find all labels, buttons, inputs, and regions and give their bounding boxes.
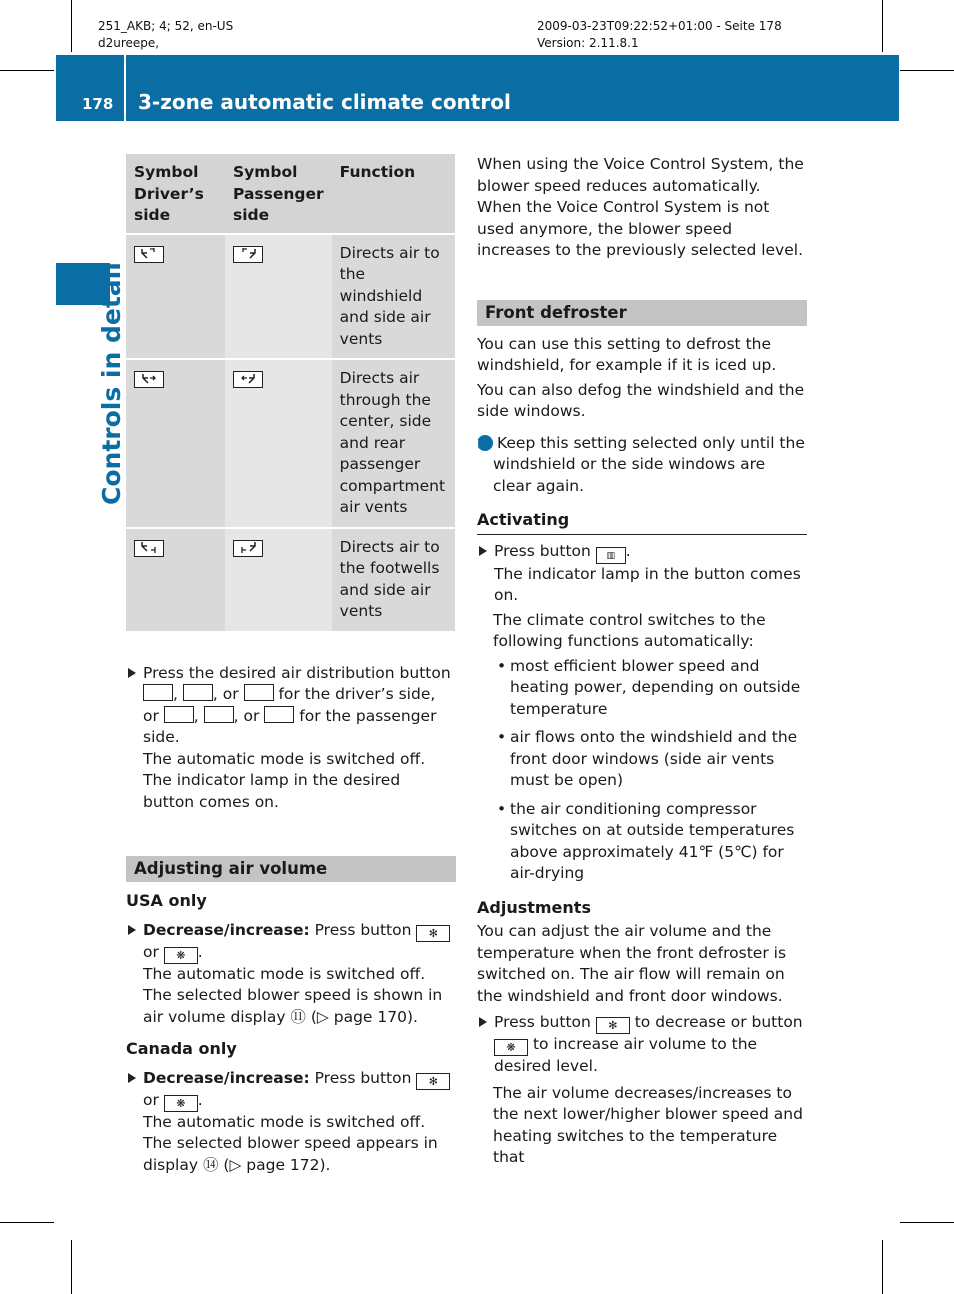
crop-mark [900,70,954,71]
crop-mark [900,1222,954,1223]
defrost-max-icon: ▥ [596,547,626,564]
function-cell: Directs air through the center, side and rear passenger compartment air vents [332,359,455,528]
table-row [126,234,455,360]
list-item: • most efficient blower speed and heating power, depending on outside temperature [493,656,807,721]
fan-low-icon: ✻ [416,925,450,942]
front-defroster-heading: Front defroster [477,300,807,326]
meta-right-line1: 2009-03-23T09:22:52+01:00 - Seite 178 [537,19,782,33]
instruction-result: The automatic mode is switched off. The selected blower speed appears in display ⑭ (▷ page 172). [143,1112,438,1174]
crop-mark [0,1222,54,1223]
footwell-vents-passenger-icon [264,706,294,723]
symbol-table [126,154,455,633]
fan-low-icon: ✻ [416,1073,450,1090]
press-distribution-instruction [126,663,456,814]
activating-heading: Activating [477,509,807,535]
instruction-text: or [143,942,159,961]
print-meta-right [537,18,782,52]
usa-only-heading: USA only [126,891,207,910]
crop-mark [882,0,883,52]
instruction-text: , or [212,685,239,703]
instruction-text: . [197,1090,203,1109]
footwell-vents-passenger-icon [233,540,263,557]
activating-switch-text: The climate control switches to the following functions automatically: [493,610,766,650]
instruction-text: to increase air volume to the desired level. [494,1035,758,1075]
adjustments-result: The air volume decreases/increases to the next lower/higher blower speed and heating switches to the temperature that [493,1083,803,1166]
table-row [126,528,455,632]
passenger-symbol-cell [225,359,332,528]
list-item: • air flows onto the windshield and the front door windows (side air vents must be open) [493,727,807,792]
adjusting-air-volume-heading: Adjusting air volume [126,856,456,882]
crop-mark [882,1240,883,1294]
table-header-row [126,154,455,234]
footwell-vents-driver-icon [134,540,164,557]
instruction-text: or [143,706,159,725]
center-vents-passenger-icon [204,706,234,723]
instruction-text: or [143,1090,159,1109]
driver-symbol-cell [126,234,225,360]
front-defroster-info [474,433,807,498]
windshield-vents-passenger-icon [164,706,194,723]
header-line: Symbol [134,163,199,181]
right-column [474,154,807,1169]
page-number: 178 [82,95,114,113]
center-vents-driver-icon [134,371,164,388]
meta-left-line1: 251_AKB; 4; 52, en-US [98,19,234,33]
voice-control-paragraph: When using the Voice Control System, the blower speed reduces automatically. When the Voice Control System is not used anymore, the blower speed increases to the previously selected level. [477,155,804,259]
instruction-text: . [625,541,631,560]
instruction-bold: Decrease/increase: [143,1068,310,1087]
instruction-text: Press button [309,920,412,939]
windshield-vents-driver-icon [143,684,173,701]
usa-instruction [126,920,456,1029]
crop-mark [71,1240,72,1294]
instruction-text: Press button [494,1013,591,1031]
info-icon: i [477,435,493,451]
center-vents-passenger-icon [233,371,263,388]
chapter-title: 3-zone automatic climate control [138,90,511,114]
table-header-driver [126,154,225,234]
adjustments-instruction [477,1012,807,1078]
windshield-side-vents-driver-icon [134,246,164,263]
driver-symbol-cell [126,359,225,528]
fan-low-icon: ✻ [596,1017,630,1034]
adjustments-heading: Adjustments [477,897,591,917]
header-line: Driver’s [134,184,204,203]
table-header-passenger [225,154,332,234]
driver-symbol-cell [126,528,225,632]
instruction-text: to decrease or button [634,1013,803,1031]
fan-high-icon: ❋ [164,1095,198,1112]
instruction-text: , [173,685,178,703]
instruction-text: Press the desired air distribution button [143,663,451,682]
left-column [126,154,456,1176]
front-defroster-defog: You can also defog the windshield and the side windows. [477,380,805,420]
meta-left-line2: d2ureepe, [98,36,160,50]
windshield-side-vents-passenger-icon [233,246,263,263]
function-cell: Directs air to the footwells and side air vents [332,528,455,632]
side-tab-label: Controls in detail [97,262,126,505]
header-line: Symbol [233,163,298,181]
info-text: Keep this setting selected only until the windshield or the side windows are clear again. [493,433,805,495]
activating-bullet-list [477,656,807,885]
passenger-symbol-cell [225,528,332,632]
function-cell: Directs air to the windshield and side air vents [332,234,455,360]
header-line: side [233,206,270,224]
instruction-result: The indicator lamp in the button comes on. [494,564,801,604]
table-row [126,359,455,528]
instruction-text: for the passenger side. [143,706,437,746]
front-defroster-intro: You can use this setting to defrost the windshield, for example if it is iced up. [477,334,777,374]
footwell-vents-driver-icon [244,684,274,701]
header-line: side [134,206,171,224]
table-header-function [332,154,455,234]
adjustments-paragraph: You can adjust the air volume and the temperature when the front defroster is switched on. The air flow will remain on the windshield and front door windows. [477,922,787,1005]
passenger-symbol-cell [225,234,332,360]
instruction-bold: Decrease/increase: [143,920,310,939]
instruction-text: Press button [309,1068,412,1087]
instruction-result: The automatic mode is switched off. The selected blower speed is shown in air volume display ⑪ (▷ page 170). [143,964,443,1026]
crop-mark [71,0,72,52]
list-item: • the air conditioning compressor switches on at outside temperatures above approximately 41℉ (5℃) for air-drying [493,799,807,885]
center-vents-driver-icon [183,684,213,701]
instruction-text: Press button [494,541,591,560]
instruction-text: , [193,706,199,725]
crop-mark [0,70,54,71]
canada-instruction [126,1068,456,1177]
fan-high-icon: ❋ [494,1039,528,1056]
instruction-text: for the driver’s side, [278,685,436,703]
instruction-text: . [197,942,203,961]
meta-right-line2: Version: 2.11.8.1 [537,36,639,50]
header-line: Function [339,163,416,181]
print-meta-left [98,18,233,52]
activating-instruction [477,541,807,607]
instruction-result: The automatic mode is switched off. The indicator lamp in the desired button comes on. [143,749,426,811]
header-separator [124,55,126,121]
instruction-text: , or [233,706,260,725]
fan-high-icon: ❋ [164,947,198,964]
canada-only-heading: Canada only [126,1039,237,1058]
header-line: Passenger [233,184,324,203]
